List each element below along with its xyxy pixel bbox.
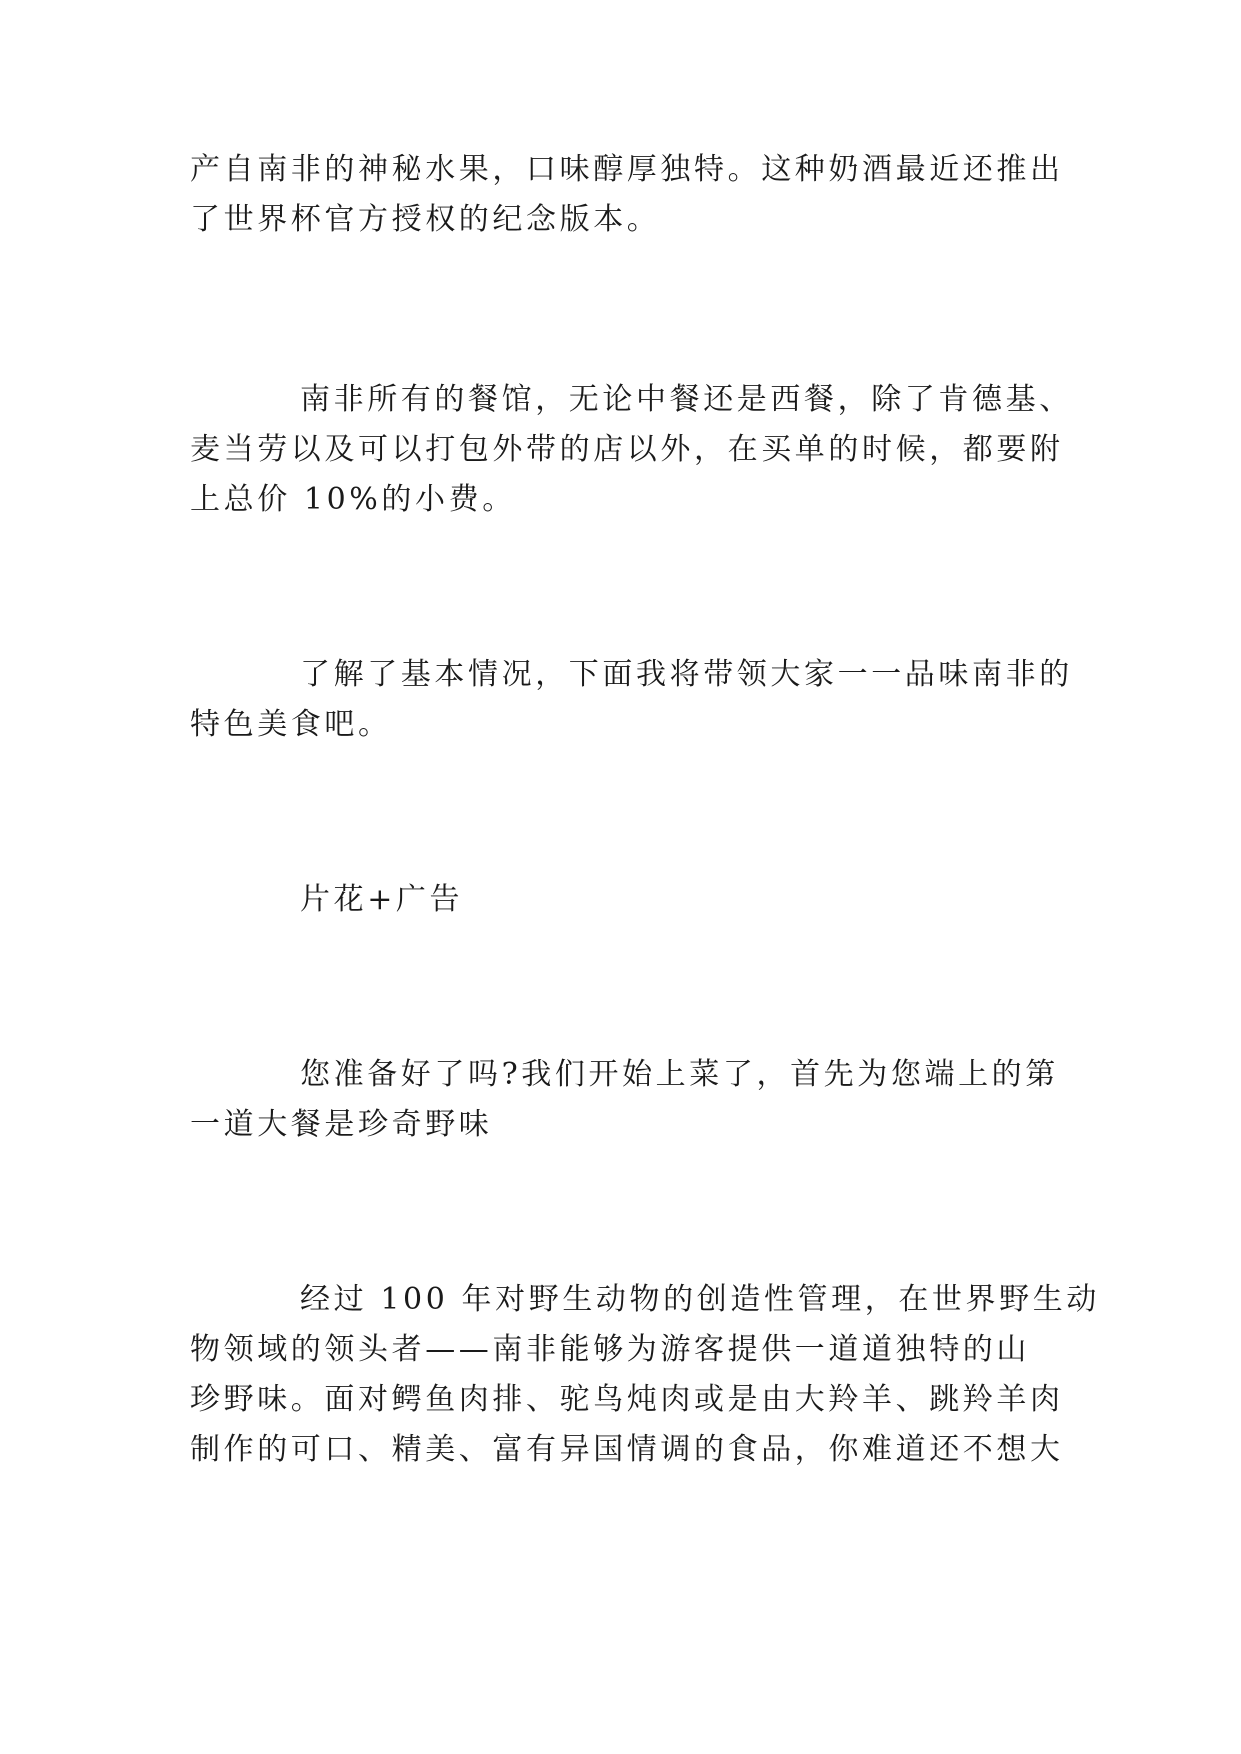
- paragraph-2-line-3: 上总价 10%的小费。: [190, 482, 516, 517]
- paragraph-6-line-2: 物领域的领头者——南非能够为游客提供一道道独特的山: [190, 1332, 1030, 1367]
- paragraph-3-line-1: 了解了基本情况，下面我将带领大家一一品味南非的: [300, 657, 1073, 692]
- paragraph-6-line-3: 珍野味。面对鳄鱼肉排、驼鸟炖肉或是由大羚羊、跳羚羊肉: [190, 1382, 1064, 1417]
- paragraph-2-line-2: 麦当劳以及可以打包外带的店以外，在买单的时候，都要附: [190, 432, 1064, 467]
- paragraph-5-line-1: 您准备好了吗?我们开始上菜了，首先为您端上的第: [300, 1057, 1059, 1092]
- paragraph-5-line-2: 一道大餐是珍奇野味: [190, 1107, 493, 1142]
- paragraph-6-line-1: 经过 100 年对野生动物的创造性管理，在世界野生动: [300, 1282, 1100, 1317]
- paragraph-3-line-2: 特色美食吧。: [190, 707, 392, 742]
- paragraph-6-line-4: 制作的可口、精美、富有异国情调的食品，你难道还不想大: [190, 1432, 1064, 1467]
- paragraph-1-line-1: 产自南非的神秘水果，口味醇厚独特。这种奶酒最近还推出: [190, 152, 1064, 187]
- paragraph-2-line-1: 南非所有的餐馆，无论中餐还是西餐，除了肯德基、: [300, 382, 1073, 417]
- paragraph-4-line-1: 片花+广告: [300, 882, 464, 917]
- paragraph-1-line-2: 了世界杯官方授权的纪念版本。: [190, 202, 661, 237]
